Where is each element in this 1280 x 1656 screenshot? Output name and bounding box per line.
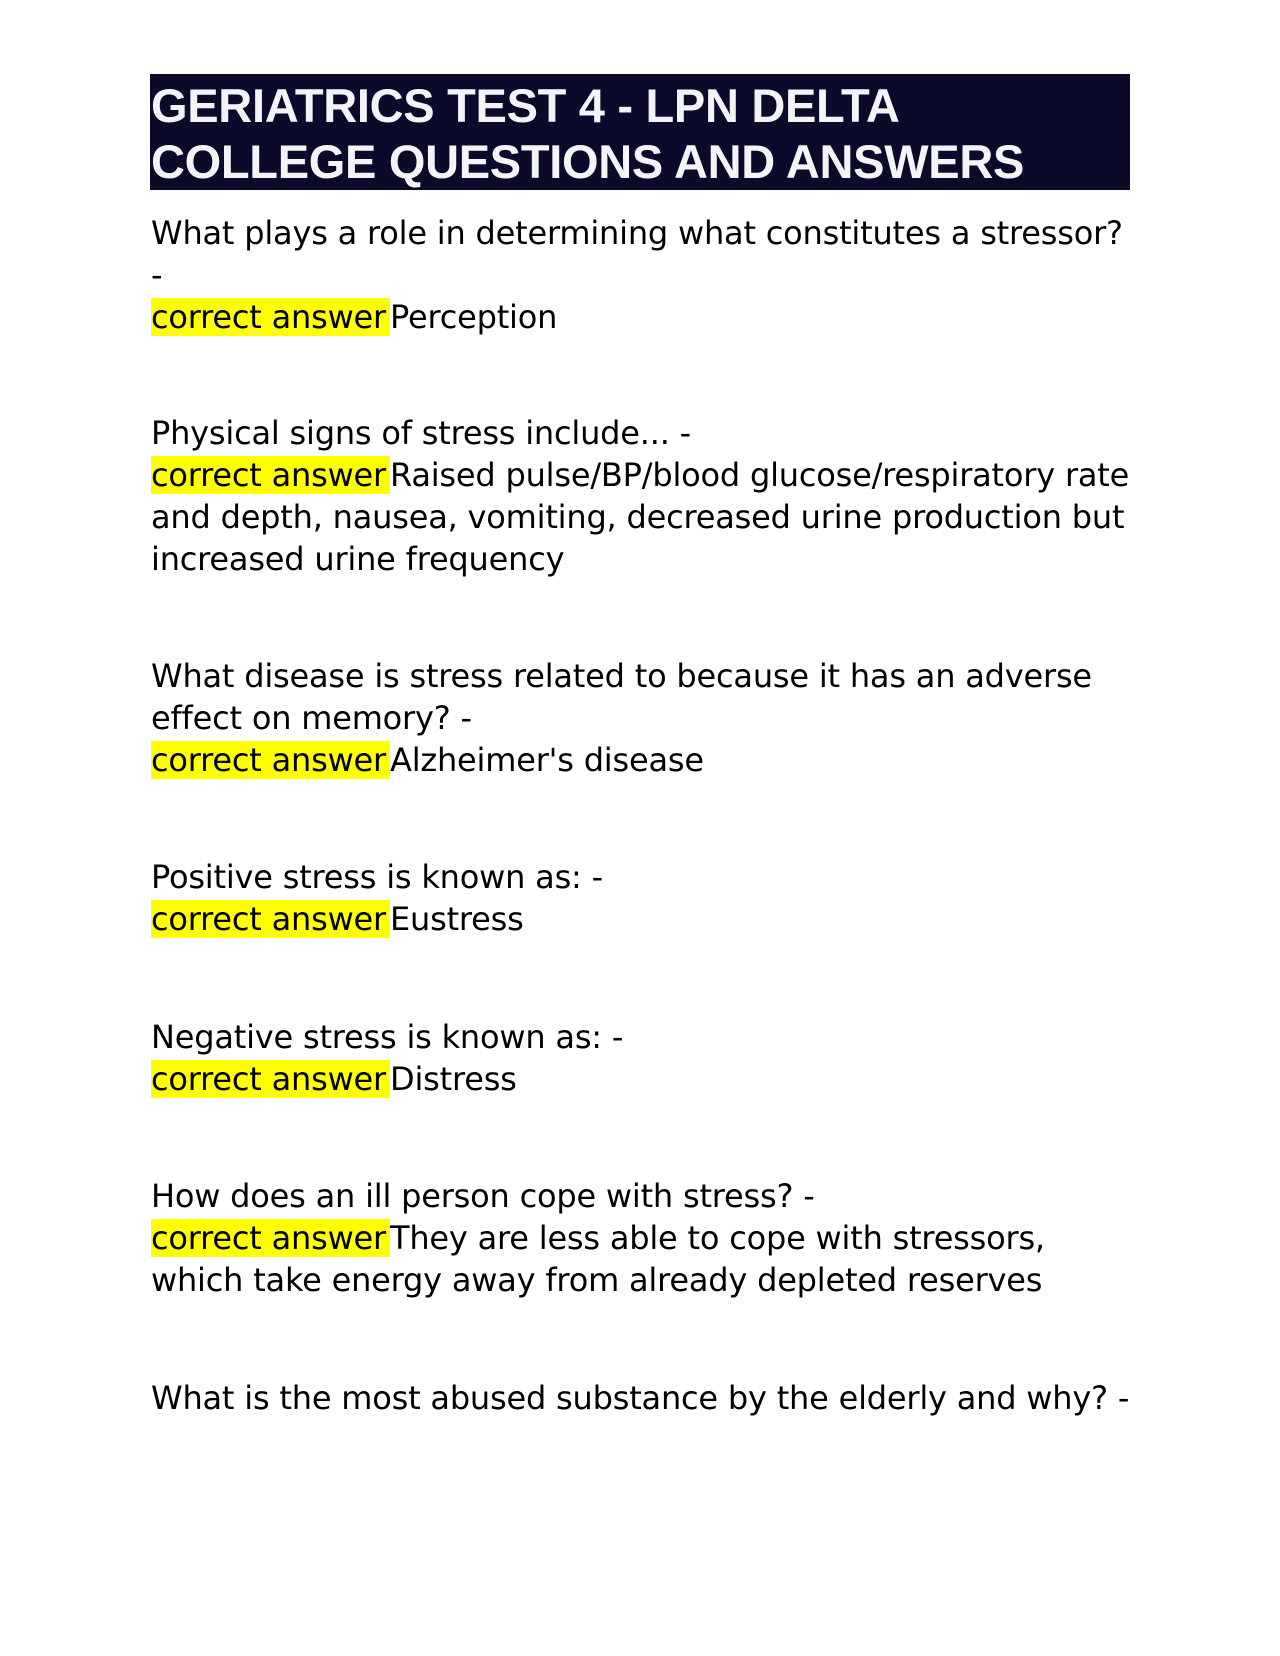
answer-line [151, 739, 1131, 781]
answer-line [151, 454, 1131, 580]
answer-text: Distress [390, 1060, 517, 1098]
document-title-line-2: COLLEGE QUESTIONS AND ANSWERS [151, 135, 1025, 188]
correct-answer-highlight: correct answer [151, 456, 390, 494]
correct-answer-highlight: correct answer [151, 741, 390, 779]
question-text: Negative stress is known as: - [151, 1018, 624, 1056]
answer-text: Raised pulse/BP/blood glucose/respiratory rate and depth, nausea, vomiting, decreased urine production but increased urine frequency [151, 456, 1130, 578]
answer-line [151, 296, 1131, 338]
question-text: What plays a role in determining what constitutes a stressor? - [151, 214, 1123, 294]
document-title-banner [150, 74, 1130, 190]
question-text: How does an ill person cope with stress? - [151, 1177, 815, 1215]
question-text: What is the most abused substance by the elderly and why? - [151, 1379, 1130, 1417]
correct-answer-highlight: correct answer [151, 900, 390, 938]
question-text: What disease is stress related to because it has an adverse effect on memory? - [151, 657, 1092, 737]
qa-item-4 [151, 856, 1131, 940]
correct-answer-highlight: correct answer [151, 1219, 390, 1257]
qa-item-6 [151, 1175, 1131, 1301]
answer-line [151, 1058, 1131, 1100]
answer-line [151, 1217, 1131, 1301]
question-text: Physical signs of stress include... - [151, 414, 692, 452]
qa-item-1 [151, 212, 1131, 338]
qa-item-3 [151, 655, 1131, 781]
answer-text: Alzheimer's disease [390, 741, 704, 779]
correct-answer-highlight: correct answer [151, 298, 390, 336]
question-text: Positive stress is known as: - [151, 858, 603, 896]
qa-item-7 [151, 1377, 1131, 1419]
answer-text: Eustress [390, 900, 524, 938]
document-title-line-1: GERIATRICS TEST 4 - LPN DELTA [151, 79, 900, 132]
qa-item-5 [151, 1016, 1131, 1100]
answer-text: They are less able to cope with stressors, which take energy away from already depleted reserves [151, 1219, 1045, 1299]
answer-line [151, 898, 1131, 940]
correct-answer-highlight: correct answer [151, 1060, 390, 1098]
qa-item-2 [151, 412, 1131, 580]
answer-text: Perception [390, 298, 558, 336]
